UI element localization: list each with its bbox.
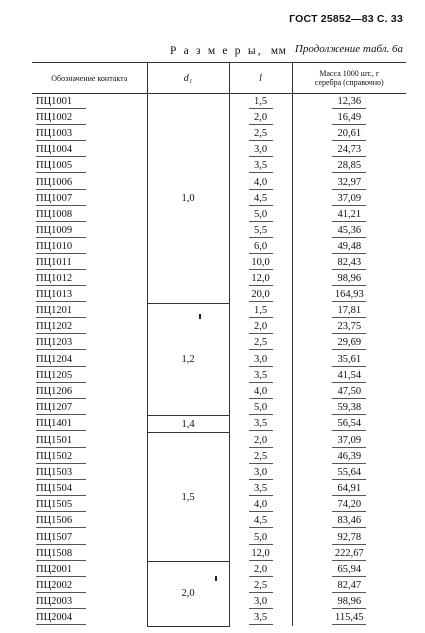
contact-code-cell (32, 271, 147, 287)
mass-value: 55,64 (332, 467, 366, 480)
mass-value: 56,54 (332, 418, 366, 431)
contact-code: ПЦ1013 (36, 289, 86, 302)
contact-code-cell (32, 546, 147, 562)
mass-cell (292, 158, 406, 174)
contact-code-cell (32, 319, 147, 335)
sizes-label: Р а з м е р ы, (170, 45, 263, 57)
contact-code: ПЦ1501 (36, 435, 86, 448)
contact-code-cell (32, 174, 147, 190)
contact-code: ПЦ2003 (36, 596, 86, 609)
contact-code: ПЦ1001 (36, 96, 86, 109)
length-value: 3,0 (249, 354, 273, 367)
mass-value: 164,93 (332, 289, 366, 302)
contact-code-cell (32, 481, 147, 497)
mass-cell (292, 465, 406, 481)
length-value: 5,0 (249, 402, 273, 415)
length-cell (229, 94, 292, 111)
contact-code-cell (32, 449, 147, 465)
d1-cell: 1,4 (147, 416, 229, 433)
mass-cell (292, 239, 406, 255)
length-cell (229, 530, 292, 546)
contact-code: ПЦ1505 (36, 499, 86, 512)
mass-cell (292, 594, 406, 610)
mass-cell (292, 481, 406, 497)
length-value: 2,5 (249, 128, 273, 141)
mass-cell (292, 416, 406, 433)
mass-cell (292, 497, 406, 513)
contact-code-cell (32, 239, 147, 255)
length-value: 5,0 (249, 532, 273, 545)
length-value: 3,5 (249, 418, 273, 431)
contact-code: ПЦ2002 (36, 580, 86, 593)
contact-code: ПЦ1203 (36, 337, 86, 350)
mass-value: 82,43 (332, 257, 366, 270)
length-value: 1,5 (249, 305, 273, 318)
contact-code-cell (32, 610, 147, 626)
length-cell (229, 594, 292, 610)
length-value: 3,5 (249, 160, 273, 173)
contact-code-cell (32, 497, 147, 513)
mass-value: 46,39 (332, 451, 366, 464)
contact-code: ПЦ1007 (36, 193, 86, 206)
contact-code-cell (32, 223, 147, 239)
length-cell (229, 384, 292, 400)
contact-code: ПЦ1401 (36, 418, 86, 431)
contact-code-cell (32, 287, 147, 303)
length-cell (229, 513, 292, 529)
length-value: 3,0 (249, 467, 273, 480)
length-cell (229, 223, 292, 239)
contact-code: ПЦ1207 (36, 402, 86, 415)
length-value: 6,0 (249, 241, 273, 254)
length-value: 5,5 (249, 225, 273, 238)
contact-code-cell (32, 255, 147, 271)
length-value: 12,0 (249, 548, 273, 561)
mass-cell (292, 207, 406, 223)
contact-code: ПЦ2001 (36, 564, 86, 577)
contact-code: ПЦ1012 (36, 273, 86, 286)
contact-code: ПЦ1003 (36, 128, 86, 141)
mass-cell (292, 578, 406, 594)
contact-code-cell (32, 191, 147, 207)
length-cell (229, 158, 292, 174)
length-value: 2,0 (249, 564, 273, 577)
length-value: 3,5 (249, 612, 273, 625)
length-cell (229, 303, 292, 319)
mass-cell (292, 546, 406, 562)
contact-code-cell (32, 303, 147, 319)
mass-value: 49,48 (332, 241, 366, 254)
table-body (32, 94, 406, 627)
contact-code: ПЦ1205 (36, 370, 86, 383)
length-value: 4,0 (249, 177, 273, 190)
length-value: 2,5 (249, 580, 273, 593)
col-header-mass-line1: Масса 1000 шт., г (319, 69, 380, 78)
col-header-l: l (229, 63, 292, 94)
mass-value: 98,96 (332, 273, 366, 286)
mass-value: 47,50 (332, 386, 366, 399)
mass-cell (292, 384, 406, 400)
length-value: 12,0 (249, 273, 273, 286)
mass-value: 83,46 (332, 515, 366, 528)
mass-value: 32,97 (332, 177, 366, 190)
length-value: 20,0 (249, 289, 273, 302)
mass-value: 82,47 (332, 580, 366, 593)
mass-cell (292, 303, 406, 319)
mass-cell (292, 368, 406, 384)
sizes-caption (170, 45, 286, 57)
length-value: 2,0 (249, 321, 273, 334)
mass-cell (292, 400, 406, 416)
contact-code-cell (32, 110, 147, 126)
length-cell (229, 142, 292, 158)
length-value: 4,0 (249, 386, 273, 399)
contact-code: ПЦ1010 (36, 241, 86, 254)
length-value: 3,5 (249, 483, 273, 496)
col-header-mass (292, 63, 406, 94)
mass-cell (292, 562, 406, 578)
table-header-row (32, 63, 406, 94)
mass-value: 24,73 (332, 144, 366, 157)
mass-value: 98,96 (332, 596, 366, 609)
mass-value: 37,09 (332, 193, 366, 206)
mass-cell (292, 513, 406, 529)
contact-code: ПЦ1004 (36, 144, 86, 157)
length-value: 4,0 (249, 499, 273, 512)
length-cell (229, 368, 292, 384)
mass-cell (292, 287, 406, 303)
contact-code: ПЦ1504 (36, 483, 86, 496)
contact-code-cell (32, 465, 147, 481)
mass-value: 29,69 (332, 337, 366, 350)
length-value: 3,5 (249, 370, 273, 383)
length-cell (229, 416, 292, 433)
length-cell (229, 578, 292, 594)
length-value: 2,5 (249, 451, 273, 464)
mass-cell (292, 110, 406, 126)
mass-cell (292, 174, 406, 190)
length-cell (229, 207, 292, 223)
mass-cell (292, 126, 406, 142)
mass-value: 45,36 (332, 225, 366, 238)
contact-code-cell (32, 142, 147, 158)
contact-code-cell (32, 400, 147, 416)
mass-value: 12,36 (332, 96, 366, 109)
length-value: 4,5 (249, 193, 273, 206)
length-cell (229, 610, 292, 626)
col-header-mass-line2: серебра (справочно) (314, 78, 384, 87)
mass-cell (292, 449, 406, 465)
length-cell (229, 546, 292, 562)
d1-cell: 2,0 (147, 562, 229, 626)
contact-code-cell (32, 562, 147, 578)
table-row (32, 562, 406, 578)
table-row (32, 303, 406, 319)
mass-cell (292, 530, 406, 546)
length-cell (229, 562, 292, 578)
mass-cell (292, 142, 406, 158)
length-cell (229, 465, 292, 481)
length-cell (229, 497, 292, 513)
length-cell (229, 352, 292, 368)
length-value: 2,0 (249, 435, 273, 448)
contact-code-cell (32, 384, 147, 400)
length-cell (229, 287, 292, 303)
contact-code-cell (32, 368, 147, 384)
margin-mark (199, 314, 201, 319)
col-header-d1: d₁ (147, 63, 229, 94)
mass-cell (292, 335, 406, 351)
sizes-unit: мм (270, 45, 287, 57)
contact-code: ПЦ1202 (36, 321, 86, 334)
length-cell (229, 481, 292, 497)
length-cell (229, 319, 292, 335)
contact-code-cell (32, 578, 147, 594)
mass-cell (292, 223, 406, 239)
length-value: 4,5 (249, 515, 273, 528)
length-value: 2,0 (249, 112, 273, 125)
contact-code-cell (32, 433, 147, 449)
d1-cell: 1,0 (147, 94, 229, 304)
table-row (32, 433, 406, 449)
length-cell (229, 126, 292, 142)
mass-cell (292, 610, 406, 626)
length-value: 2,5 (249, 337, 273, 350)
contact-code: ПЦ2004 (36, 612, 86, 625)
length-cell (229, 110, 292, 126)
contact-code-cell (32, 594, 147, 610)
contact-code: ПЦ1008 (36, 209, 86, 222)
length-cell (229, 191, 292, 207)
mass-cell (292, 271, 406, 287)
contact-code-cell (32, 94, 147, 111)
mass-value: 115,45 (332, 612, 366, 625)
mass-cell (292, 352, 406, 368)
length-value: 3,0 (249, 596, 273, 609)
mass-value: 37,09 (332, 435, 366, 448)
mass-cell (292, 255, 406, 271)
margin-mark (215, 576, 217, 581)
mass-value: 23,75 (332, 321, 366, 334)
mass-value: 41,21 (332, 209, 366, 222)
length-cell (229, 449, 292, 465)
mass-value: 59,38 (332, 402, 366, 415)
table-row (32, 94, 406, 111)
mass-value: 20,61 (332, 128, 366, 141)
contact-code-cell (32, 416, 147, 433)
mass-value: 17,81 (332, 305, 366, 318)
contact-code: ПЦ1506 (36, 515, 86, 528)
mass-value: 41,54 (332, 370, 366, 383)
contact-code: ПЦ1006 (36, 177, 86, 190)
contact-code: ПЦ1507 (36, 532, 86, 545)
mass-value: 74,20 (332, 499, 366, 512)
contact-code-cell (32, 513, 147, 529)
table-continuation-note: Продолжение табл. 6а (294, 43, 403, 55)
contact-code-cell (32, 352, 147, 368)
mass-value: 92,78 (332, 532, 366, 545)
mass-value: 35,61 (332, 354, 366, 367)
length-value: 10,0 (249, 257, 273, 270)
table-row (32, 416, 406, 433)
contact-code: ПЦ1002 (36, 112, 86, 125)
mass-value: 222,67 (332, 548, 366, 561)
d1-cell: 1,5 (147, 433, 229, 562)
contact-code: ПЦ1011 (36, 257, 86, 270)
mass-cell (292, 191, 406, 207)
contact-code: ПЦ1502 (36, 451, 86, 464)
length-value: 1,5 (249, 96, 273, 109)
length-value: 3,0 (249, 144, 273, 157)
contact-code-cell (32, 530, 147, 546)
length-cell (229, 335, 292, 351)
contact-code-cell (32, 335, 147, 351)
mass-value: 65,94 (332, 564, 366, 577)
mass-cell (292, 319, 406, 335)
page-header: ГОСТ 25852—83 С. 33 (289, 13, 403, 25)
length-cell (229, 271, 292, 287)
length-cell (229, 239, 292, 255)
length-cell (229, 255, 292, 271)
contacts-table (32, 62, 406, 627)
mass-cell (292, 94, 406, 111)
contact-code: ПЦ1206 (36, 386, 86, 399)
contact-code-cell (32, 158, 147, 174)
d1-cell: 1,2 (147, 303, 229, 416)
contact-code: ПЦ1204 (36, 354, 86, 367)
contact-code: ПЦ1503 (36, 467, 86, 480)
mass-value: 64,91 (332, 483, 366, 496)
contact-code-cell (32, 126, 147, 142)
mass-value: 16,49 (332, 112, 366, 125)
mass-cell (292, 433, 406, 449)
col-header-contact: Обозначение контакта (32, 63, 147, 94)
contact-code-cell (32, 207, 147, 223)
contact-code: ПЦ1005 (36, 160, 86, 173)
contact-code: ПЦ1201 (36, 305, 86, 318)
contact-code: ПЦ1508 (36, 548, 86, 561)
contact-code: ПЦ1009 (36, 225, 86, 238)
length-cell (229, 433, 292, 449)
length-cell (229, 174, 292, 190)
length-cell (229, 400, 292, 416)
length-value: 5,0 (249, 209, 273, 222)
mass-value: 28,85 (332, 160, 366, 173)
